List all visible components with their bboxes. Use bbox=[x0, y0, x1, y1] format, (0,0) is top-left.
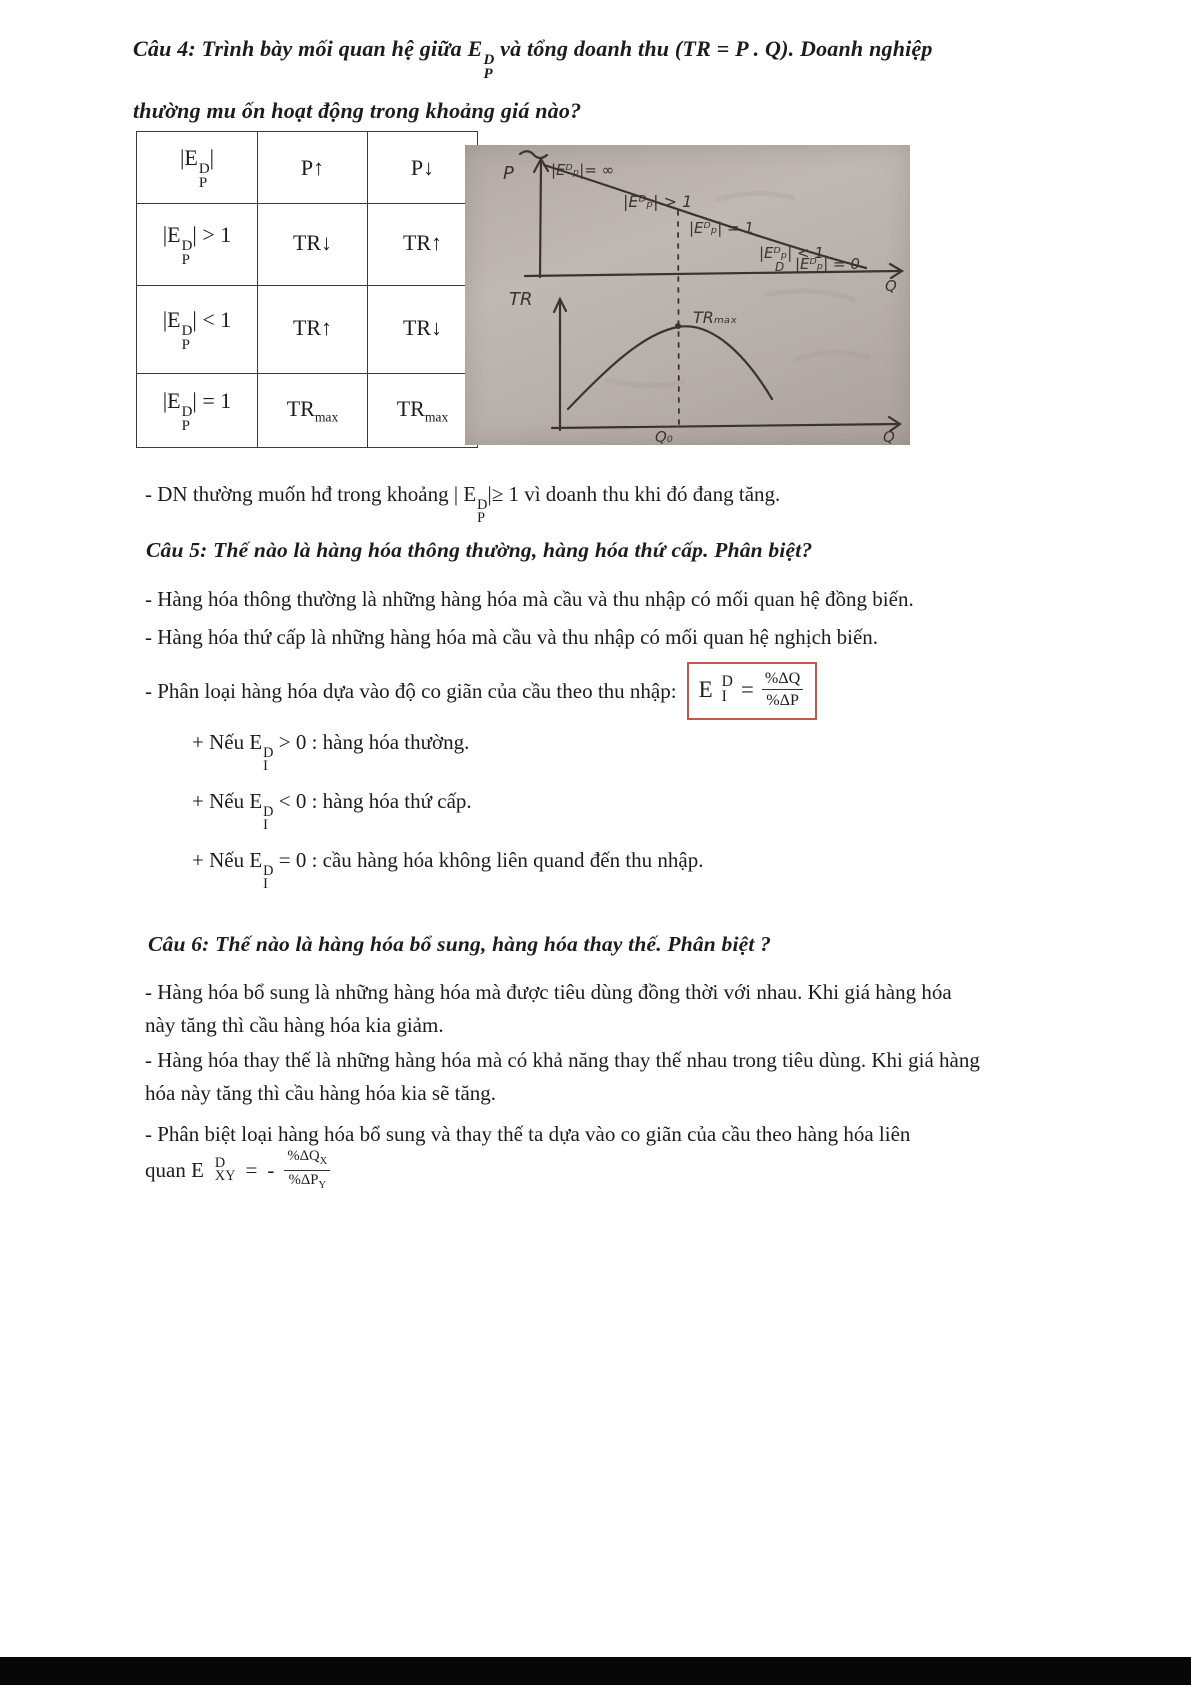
fraction: $\frac{\%\Delta Q_X}{\%\Delta P_Y}$ bbox=[284, 1148, 330, 1192]
hand-drawn-graph-photo bbox=[465, 145, 910, 445]
header-cell-price-up: P↑ bbox=[258, 132, 368, 204]
bullet-distinguish-goods: - Phân biệt loại hàng hóa bổ sung và thay thế ta dựa vào co giãn của cầu theo hàng hóa liên bbox=[145, 1122, 911, 1146]
elasticity-symbol: E D P bbox=[467, 36, 495, 82]
title-text: và tổng doanh thu (TR = P . Q). Doanh nghiệp bbox=[494, 36, 933, 61]
q-axis-top-label: Q bbox=[885, 277, 897, 295]
elasticity-lt1-label: |Eᴰₚ| < 1 bbox=[759, 244, 824, 262]
tr-max-point bbox=[675, 323, 681, 329]
question-4-title-line2: thường mu ốn hoạt động trong khoảng giá nào? bbox=[133, 98, 582, 123]
header-cell-price-down: P↓ bbox=[368, 132, 478, 204]
tr-curve bbox=[568, 326, 772, 409]
p-axis-label: P bbox=[503, 163, 514, 184]
cross-elasticity-formula-line: quan E D XY = - $\frac{\%\Delta Q_X}{\%\Delta P_Y}$ bbox=[145, 1148, 330, 1192]
bottom-black-bar bbox=[0, 1657, 1191, 1685]
elasticity-revenue-table bbox=[136, 131, 478, 448]
question-6-heading: Câu 6: Thế nào là hàng hóa bổ sung, hàng hóa thay thế. Phân biệt ? bbox=[148, 932, 772, 956]
elasticity-gt1-label: |Eᴰₚ| > 1 bbox=[623, 192, 693, 211]
bullet-normal-goods: - Hàng hóa thông thường là những hàng hóa mà cầu và thu nhập có mối quan hệ đồng biến. bbox=[145, 587, 914, 611]
bullet-substitute-goods: - Hàng hóa thay thế là những hàng hóa mà có khả năng thay thế nhau trong tiêu dùng. Khi giá hàng hóa này tăng thì cầu hàng hóa kia sẽ tăng. bbox=[145, 1048, 980, 1105]
cell-tr: TR↑ bbox=[368, 204, 478, 286]
question-5-heading: Câu 5: Thế nào là hàng hóa thông thường, hàng hóa thứ cấp. Phân biệt? bbox=[146, 538, 813, 562]
table-row bbox=[137, 286, 478, 374]
cell-tr-max: $TR_{max}$ bbox=[368, 374, 478, 448]
subscript-p: P bbox=[483, 65, 493, 82]
income-elasticity-formula-box: E D I = $\frac{\%\Delta Q}{\%\Delta P}$ bbox=[687, 662, 818, 720]
superscript-d: D bbox=[477, 496, 488, 513]
elasticity-infinity-label: |Eᴰₚ|= ∞ bbox=[551, 161, 615, 179]
dn-note-line: - DN thường muốn hđ trong khoảng | E D P |≥ 1 vì doanh thu khi đó đang tăng. bbox=[145, 482, 781, 526]
q-axis-bottom-label: Q bbox=[883, 428, 895, 445]
cell-elasticity-eq1: |E D P | = 1 bbox=[137, 374, 258, 448]
demand-and-revenue-graphs bbox=[465, 145, 910, 445]
cell-tr: TR↓ bbox=[258, 204, 368, 286]
demand-curve-label: D bbox=[775, 260, 785, 274]
bullet-inferior-goods: - Hàng hóa thứ cấp là những hàng hóa mà cầu và thu nhập có mối quan hệ nghịch biến. bbox=[145, 625, 879, 649]
dashed-guide-line bbox=[678, 211, 679, 429]
superscript-d: D bbox=[483, 52, 495, 69]
tr-max-label: TRₘₐₓ bbox=[693, 308, 738, 327]
case-negative-income-elasticity: + Nếu E D I < 0 : hàng hóa thứ cấp. bbox=[192, 789, 472, 833]
cell-elasticity-gt1: |E D P | > 1 bbox=[137, 204, 258, 286]
elasticity-eq0-label: |Eᴰₚ| = 0 bbox=[795, 255, 860, 273]
scribble-mark bbox=[520, 151, 547, 158]
cell-tr: TR↓ bbox=[368, 286, 478, 374]
elasticity-eq1-label: |Eᴰₚ| = 1 bbox=[689, 219, 754, 237]
cell-elasticity-lt1: |E D P | < 1 bbox=[137, 286, 258, 374]
income-elasticity-line bbox=[145, 662, 817, 720]
classify-text: - Phân loại hàng hóa dựa vào độ co giãn của cầu theo thu nhập: bbox=[145, 678, 677, 703]
p-axis bbox=[540, 161, 541, 277]
case-positive-income-elasticity: + Nếu E D I > 0 : hàng hóa thường. bbox=[192, 730, 470, 774]
q-axis-bottom bbox=[552, 424, 899, 428]
cell-tr-max: $TR_{max}$ bbox=[258, 374, 368, 448]
top-demand-graph bbox=[520, 151, 902, 429]
case-zero-income-elasticity: + Nếu E D I = 0 : cầu hàng hóa không liên quand đến thu nhập. bbox=[192, 848, 704, 892]
table-row bbox=[137, 204, 478, 286]
table-row bbox=[137, 374, 478, 448]
title-text: Câu 4: Trình bày mối quan hệ giữa bbox=[133, 36, 468, 61]
q0-label: Q₀ bbox=[655, 428, 673, 445]
cell-tr: TR↑ bbox=[258, 286, 368, 374]
fraction: $\frac{\%\Delta Q}{\%\Delta P}$ bbox=[762, 669, 803, 711]
tr-axis-label: TR bbox=[509, 289, 533, 310]
bullet-complementary-goods: - Hàng hóa bổ sung là những hàng hóa mà được tiêu dùng đồng thời với nhau. Khi giá hàng hóa này tăng thì cầu hàng hóa kia giảm. bbox=[145, 980, 952, 1037]
header-cell-elasticity: |E D P | bbox=[137, 132, 258, 204]
subscript-p: P bbox=[477, 509, 486, 526]
question-4-title-line1 bbox=[133, 36, 1113, 82]
table-header-row bbox=[137, 132, 478, 204]
